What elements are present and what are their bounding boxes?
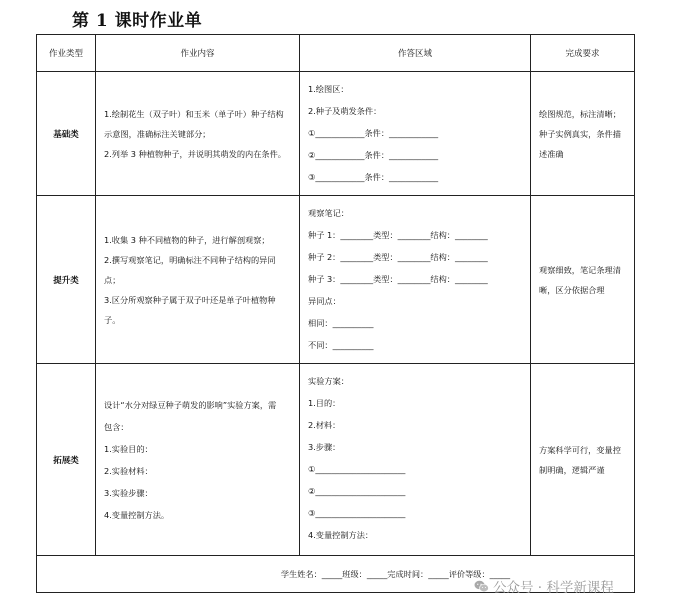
requirement-line: 述准确 bbox=[539, 148, 564, 159]
row-answer-area[interactable] bbox=[300, 364, 531, 556]
answer-line: 种子 2：________类型：________结构：________ bbox=[308, 252, 488, 262]
header-row bbox=[37, 35, 635, 72]
row-type: 提升类 bbox=[37, 196, 96, 364]
content-line: 示意图，准确标注关键部分； bbox=[104, 128, 211, 139]
answer-line: 异同点： bbox=[308, 296, 341, 306]
answer-line: 观察笔记： bbox=[308, 208, 349, 218]
table-row bbox=[37, 364, 635, 556]
row-content bbox=[96, 72, 300, 196]
header-type: 作业类型 bbox=[37, 35, 96, 72]
content-line: 1.收集 3 种不同植物的种子，进行解剖观察； bbox=[104, 234, 270, 245]
watermark-text: 公众号 · 科学新课程 bbox=[493, 580, 614, 596]
header-answer: 作答区域 bbox=[300, 35, 531, 72]
answer-line: 2.材料： bbox=[308, 420, 341, 430]
page-title: 第 1 课时作业单 bbox=[72, 11, 203, 31]
content-line: 3.实验步骤： bbox=[104, 487, 153, 498]
table-row bbox=[37, 72, 635, 196]
content-line: 1.实验目的： bbox=[104, 443, 153, 454]
content-line: 4.变量控制方法。 bbox=[104, 509, 170, 520]
row-type: 拓展类 bbox=[37, 364, 96, 556]
requirement-line: 种子实例真实，条件描 bbox=[539, 128, 621, 139]
answer-line: ①______________________ bbox=[308, 464, 406, 474]
requirement-line: 晰，区分依据合理 bbox=[539, 284, 605, 295]
answer-line: 种子 3：________类型：________结构：________ bbox=[308, 274, 488, 284]
answer-line: 相同：__________ bbox=[308, 318, 374, 328]
row-requirement bbox=[531, 72, 635, 196]
answer-line: 4.变量控制方法： bbox=[308, 530, 374, 540]
requirement-line: 制明确，逻辑严谨 bbox=[539, 464, 605, 475]
requirement-line: 方案科学可行，变量控 bbox=[539, 444, 621, 455]
answer-line: 种子 1：________类型：________结构：________ bbox=[308, 230, 488, 240]
answer-line: ②____________条件：____________ bbox=[308, 150, 439, 160]
answer-line: ②______________________ bbox=[308, 486, 406, 496]
row-content bbox=[96, 196, 300, 364]
answer-line: ①____________条件：____________ bbox=[308, 128, 439, 138]
content-line: 2.列举 3 种植物种子，并说明其萌发的内在条件。 bbox=[104, 148, 286, 159]
content-line: 1.绘制花生（双子叶）和玉米（单子叶）种子结构 bbox=[104, 108, 284, 119]
table-row bbox=[37, 196, 635, 364]
answer-line: 1.目的： bbox=[308, 398, 341, 408]
row-answer-area[interactable] bbox=[300, 196, 531, 364]
row-requirement bbox=[531, 196, 635, 364]
wechat-icon bbox=[474, 580, 489, 593]
row-answer-area[interactable] bbox=[300, 72, 531, 196]
content-line: 点； bbox=[104, 274, 121, 285]
answer-line: 3.步骤： bbox=[308, 442, 341, 452]
answer-line: ③______________________ bbox=[308, 508, 406, 518]
answer-line: 1.绘图区： bbox=[308, 84, 349, 94]
content-line: 子。 bbox=[104, 314, 121, 325]
answer-line: 2.种子及萌发条件： bbox=[308, 106, 382, 116]
row-content bbox=[96, 364, 300, 556]
content-line: 2.实验材料： bbox=[104, 465, 153, 476]
header-content: 作业内容 bbox=[96, 35, 300, 72]
requirement-line: 观察细致，笔记条理清 bbox=[539, 264, 621, 275]
content-line: 包含： bbox=[104, 421, 129, 432]
content-line: 设计“水分对绿豆种子萌发的影响”实验方案，需 bbox=[104, 399, 277, 410]
row-type: 基础类 bbox=[37, 72, 96, 196]
answer-line: ③____________条件：____________ bbox=[308, 172, 439, 182]
watermark bbox=[474, 576, 614, 596]
row-requirement bbox=[531, 364, 635, 556]
student-info-line: 学生姓名：_____班级：_____完成时间：_____评价等级：_____ bbox=[280, 568, 511, 579]
answer-line: 不同：__________ bbox=[308, 340, 374, 350]
homework-table bbox=[36, 34, 635, 593]
answer-line: 实验方案： bbox=[308, 376, 349, 386]
requirement-line: 绘图规范，标注清晰； bbox=[539, 108, 621, 119]
header-requirement: 完成要求 bbox=[531, 35, 635, 72]
content-line: 2.撰写观察笔记，明确标注不同种子结构的异同 bbox=[104, 254, 276, 265]
content-line: 3.区分所观察种子属于双子叶还是单子叶植物种 bbox=[104, 294, 276, 305]
